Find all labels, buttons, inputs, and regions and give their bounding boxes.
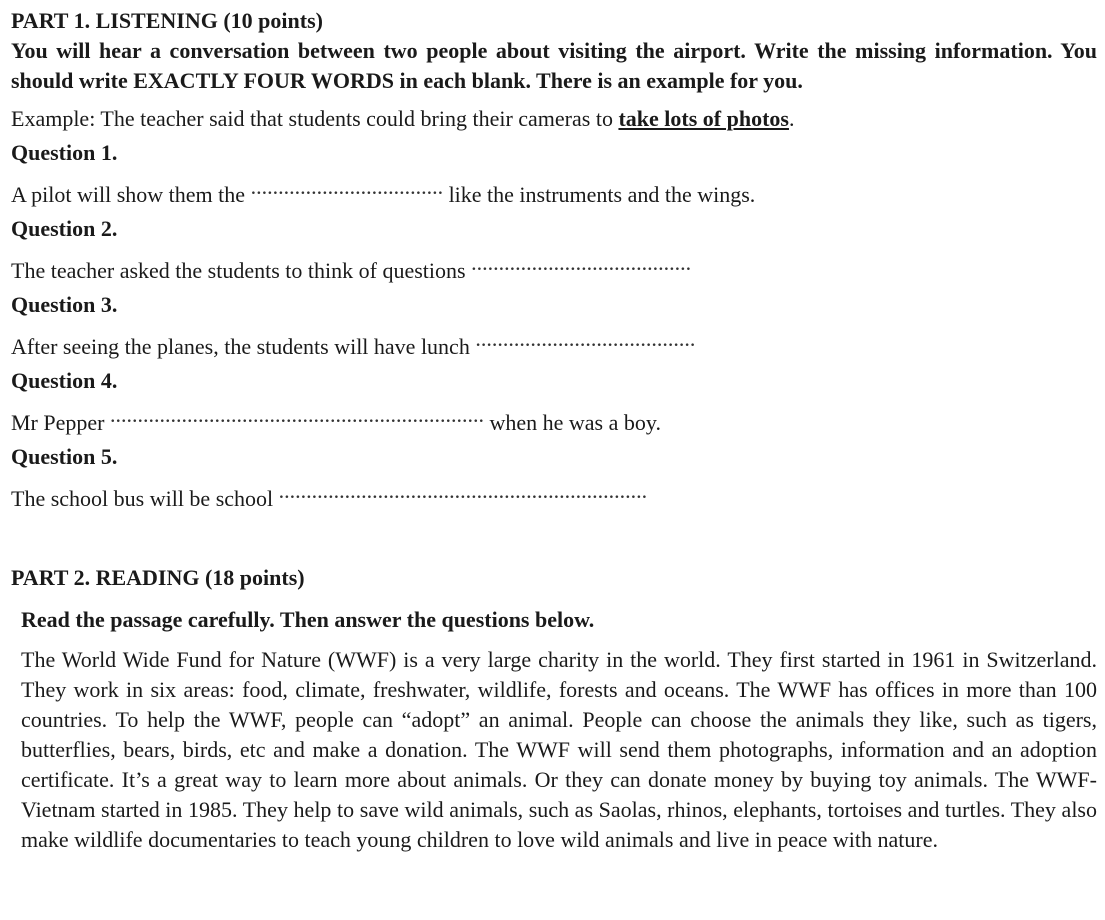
question-4-after: when he was a boy. <box>483 410 661 435</box>
question-4-blank[interactable]: .................................................................... <box>109 402 484 427</box>
question-1-after: like the instruments and the wings. <box>443 182 756 207</box>
question-3-label: Question 3. <box>11 292 118 317</box>
part2-section <box>11 563 1097 855</box>
question-5-label: Question 5. <box>11 444 118 469</box>
example-answer: take lots of photos <box>618 106 789 131</box>
example-prefix: Example: The teacher said that students could bring their cameras to <box>11 106 619 131</box>
part1-title: PART 1. LISTENING (10 points) <box>11 8 323 33</box>
question-5-text <box>11 476 1097 514</box>
question-3-blank[interactable]: ........................................ <box>475 326 696 351</box>
question-4-text <box>11 400 1097 438</box>
question-4-label: Question 4. <box>11 368 118 393</box>
question-2-before: The teacher asked the students to think of questions <box>11 258 472 283</box>
reading-passage: The World Wide Fund for Nature (WWF) is a very large charity in the world. They first started in 1961 in Switzerland. They work in six areas: food, climate, freshwater, wildlife, forests and oceans. The WWF has offices in more than 100 countries. To help the WWF, people can “adopt” an animal. People can choose the animals they like, such as tigers, butterflies, bears, birds, etc and make a donation. The WWF will send them photographs, information and an adoption certificate. It’s a great way to learn more about animals. Or they can donate money by buying toy animals. The WWF-Vietnam started in 1985. They help to save wild animals, such as Saolas, rhinos, elephants, tortoises and turtles. They also make wildlife documentaries to teach young children to love wild animals and live in peace with nature. <box>21 647 1097 852</box>
example-line <box>11 104 1097 134</box>
question-3-text <box>11 324 1097 362</box>
example-suffix: . <box>788 106 795 131</box>
question-4-before: Mr Pepper <box>11 410 110 435</box>
question-2-text <box>11 248 1097 286</box>
question-5-before: The school bus will be school <box>11 486 279 511</box>
question-3-before: After seeing the planes, the students will have lunch <box>11 334 476 359</box>
part1-instructions: You will hear a conversation between two people about visiting the airport. Write the missing information. You should write EXACTLY FOUR WORDS in each blank. There is an example for you. <box>11 38 1097 93</box>
question-1-label: Question 1. <box>11 140 118 165</box>
question-5-blank[interactable]: ................................................................... <box>278 478 648 503</box>
part2-instructions: Read the passage carefully. Then answer the questions below. <box>21 607 595 632</box>
question-2-blank[interactable]: ........................................ <box>471 250 692 275</box>
part1-section <box>11 6 1097 514</box>
part2-title: PART 2. READING (18 points) <box>11 565 305 590</box>
question-2-label: Question 2. <box>11 216 118 241</box>
question-1-before: A pilot will show them the <box>11 182 251 207</box>
question-1-text <box>11 172 1097 210</box>
question-1-blank[interactable]: ................................... <box>250 174 444 199</box>
